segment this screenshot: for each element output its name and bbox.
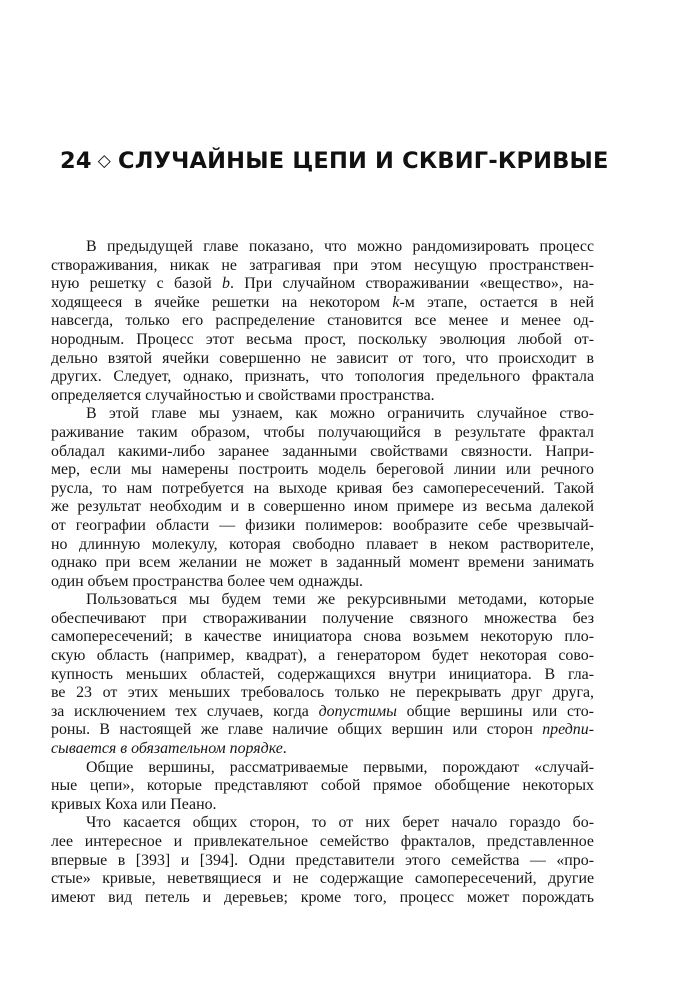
text-line: ную решетку с базой b. При случайном створаживании «вещество», на- [51,275,594,293]
text-line: русла, то нам потребуется на выходе кривая без самопересечений. Такой [51,479,594,497]
text-line: В предыдущей главе показано, что можно рандомизировать процесс [86,238,594,255]
italic-text: допустимы [318,702,397,720]
body-text [51,238,594,907]
text-line: скую область (например, квадрат), а генератором будет некоторая сово- [51,647,594,665]
text-line: обеспечивают при створаживании получение связного множества без [51,609,594,627]
text-line: ве 23 от этих меньших требовалось только не перекрывать друг друга, [51,684,594,702]
chapter-title: СЛУЧАЙНЫЕ ЦЕПИ И СКВИГ-КРИВЫЕ [118,148,609,174]
text-line: определяется случайностью и свойствами пространства. [51,386,435,404]
text-line: ные цепи», которые представляют собой прямое обобщение некоторых [51,777,594,795]
text-line: самопересечений; в качестве инициатора снова возьмем некоторую пло- [51,628,594,646]
italic-text: k [392,293,400,311]
text-line: купность меньших областей, содержащихся внутри инициатора. В гла- [51,665,594,683]
text-line: Что касается общих сторон, то от них берет начало гораздо бо- [86,814,594,832]
italic-text: b [222,275,230,293]
text-line: один объем пространства более чем однажды. [51,572,364,590]
text-line: же результат необходим и в совершенно ином примере из весьма далекой [51,498,594,516]
text-line: стые» кривые, неветвящиеся и не содержащие самопересечений, другие [51,870,594,888]
text-line: за исключением тех случаев, когда допустимы общие вершины или сто- [51,702,594,720]
text-line: створаживания, никак не затрагивая при этом несущую пространствен- [51,256,594,274]
text-line: от географии области — физики полимеров: вообразите себе чрезвычай- [51,516,594,534]
text-line: дельно взятой ячейки совершенно не зависит от того, что происходит в [51,349,594,367]
text-line: кривых Коха или Пеано. [51,795,217,813]
text-line: Общие вершины, рассматриваемые первыми, порождают «случай- [86,758,594,776]
chapter-heading [60,148,640,174]
text-line: сывается в обязательном порядке. [51,740,287,758]
text-line: раживание таким образом, чтобы получающийся в результате фрактал [51,423,594,441]
diamond-separator-icon: ◇ [97,151,111,171]
text-line: обладал какими-либо заранее заданными свойствами связности. Напри- [51,442,594,460]
text-line: В этой главе мы узнаем, как можно ограничить случайное ство- [86,405,594,423]
text-line: но длинную молекулу, которая свободно плавает в неком растворителе, [51,535,594,553]
text-line: ходящееся в ячейке решетки на некотором k-м этапе, остается в ней [51,293,594,311]
text-line: мер, если мы намерены построить модель береговой линии или речного [51,461,594,479]
text-line: Пользоваться мы будем теми же рекурсивными методами, которые [86,591,594,609]
text-line: однако при всем желании не может в заданный момент времени занимать [51,554,594,572]
italic-text: предпи- [542,721,594,739]
text-line: роны. В настоящей же главе наличие общих вершин или сторон предпи- [51,721,594,739]
italic-text: сывается в обязательном порядке [51,740,283,758]
text-line: навсегда, только его распределение становится все менее и менее од- [51,312,594,330]
text-line: лее интересное и привлекательное семейство фракталов, представленное [51,833,594,850]
text-line: имеют вид петель и деревьев; кроме того, процесс может порождать [51,888,594,906]
chapter-number: 24 [60,148,92,174]
text-line: впервые в [393] и [394]. Одни представители этого семейства — «про- [51,851,594,869]
text-line: нородным. Процесс этот весьма прост, поскольку эволюция любой от- [51,330,594,348]
text-line: других. Следует, однако, признать, что топология предельного фрактала [51,368,594,386]
